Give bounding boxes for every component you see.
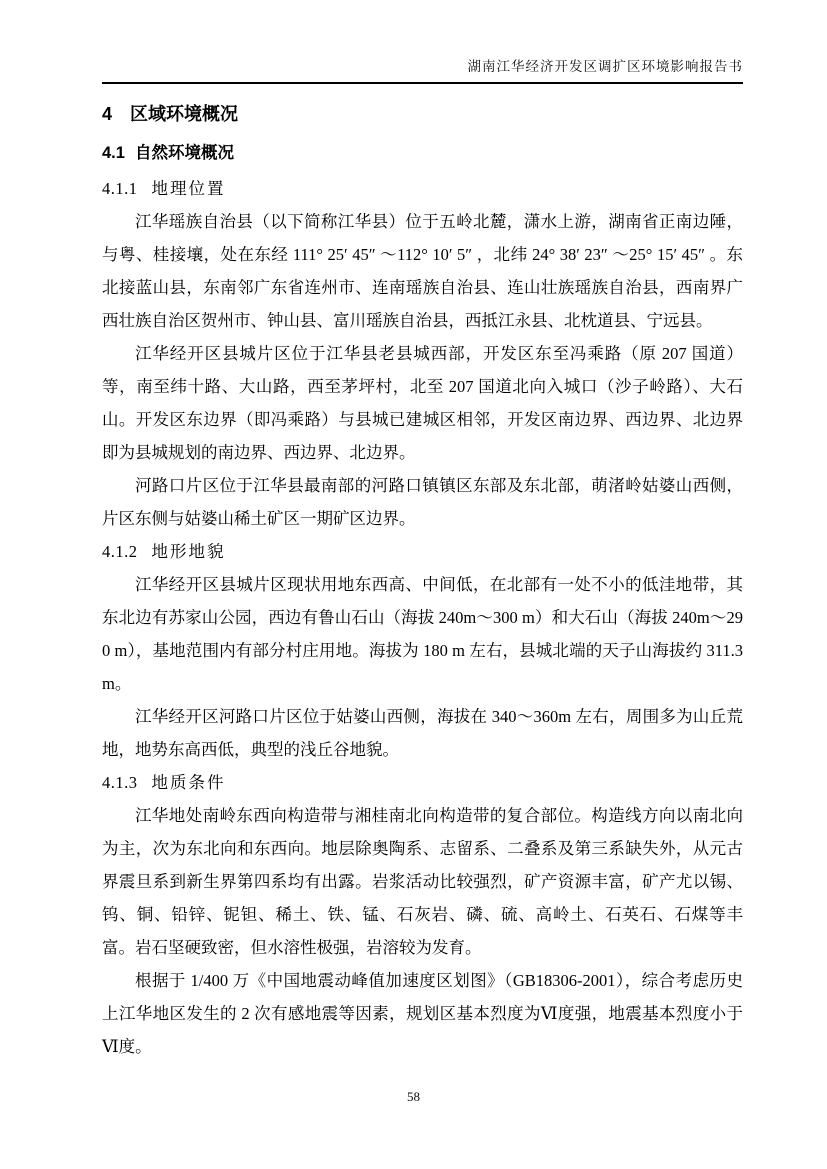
subsection-heading-413	[102, 766, 743, 799]
page-footer	[0, 1089, 827, 1105]
subsection-title: 地质条件	[151, 773, 226, 792]
section-number: 4.1	[102, 144, 125, 162]
chapter-title: 区域环境概况	[130, 104, 239, 124]
chapter-number: 4	[102, 104, 113, 124]
page-number: 58	[407, 1089, 420, 1104]
chapter-heading	[102, 101, 743, 127]
paragraph: 江华经开区河路口片区位于姑婆山西侧，海拔在 340～360m 左右，周围多为山丘荒地，地势东高西低，典型的浅丘谷地貌。	[102, 707, 743, 759]
section-title: 自然环境概况	[134, 144, 234, 162]
header-rule	[102, 82, 743, 84]
paragraph: 江华瑶族自治县（以下简称江华县）位于五岭北麓，潇水上游，湖南省正南边陲，与粤、桂接壤，处在东经 111° 25′ 45″ ～112° 10′ 5″ ，北纬 24° 38′ 23″ ～25° 15′ 45″ 。东北接蓝山县，东南邻广东省连州市、连南瑶族自治县、连山壮族瑶族自治县，西南界广西壮族自治区贺州市、钟山县、富川瑶族自治县，西抵江永县、北枕道县、宁远县。	[102, 212, 743, 330]
page-header	[102, 0, 743, 82]
subsection-heading-411	[102, 172, 743, 205]
paragraph: 江华地处南岭东西向构造带与湘桂南北向构造带的复合部位。构造线方向以南北向为主，次为东北向和东西向。地层除奥陶系、志留系、二叠系及第三系缺失外，从元古界震旦系到新生界第四系均有出露。岩浆活动比较强烈，矿产资源丰富，矿产尤以锡、钨、铜、铅锌、铌钽、稀土、铁、锰、石灰岩、磷、硫、高岭土、石英石、石煤等丰富。岩石坚硬致密，但水溶性极强，岩溶较为发育。	[102, 806, 743, 957]
paragraph: 江华经开区县城片区位于江华县老县城西部，开发区东至冯乘路（原 207 国道）等，南至纬十路、大山路，西至茅坪村，北至 207 国道北向入城口（沙子岭路）、大石山。开发区东边界（即冯乘路）与县城已建城区相邻，开发区南边界、西边界、北边界即为县城规划的南边界、西边界、北边界。	[102, 344, 743, 462]
header-title: 湖南江华经济开发区调扩区环境影响报告书	[467, 59, 743, 74]
subsection-number: 4.1.3	[102, 773, 138, 792]
subsection-number: 4.1.1	[102, 179, 138, 198]
subsection-heading-412	[102, 535, 743, 568]
paragraph: 河路口片区位于江华县最南部的河路口镇镇区东部及东北部，萌渚岭姑婆山西侧，片区东侧与姑婆山稀土矿区一期矿区边界。	[102, 476, 743, 528]
paragraph: 江华经开区县城片区现状用地东西高、中间低，在北部有一处不小的低洼地带，其东北边有苏家山公园，西边有鲁山石山（海拔 240m～300 m）和大石山（海拔 240m～290 m），基地范围内有部分村庄用地。海拔为 180 m 左右，县城北端的天子山海拔约 311.3 m。	[102, 575, 743, 693]
section-heading	[102, 139, 743, 167]
subsection-title: 地理位置	[151, 179, 226, 198]
subsection-title: 地形地貌	[151, 542, 226, 561]
subsection-number: 4.1.2	[102, 542, 138, 561]
paragraph: 根据于 1/400 万《中国地震动峰值加速度区划图》（GB18306-2001），综合考虑历史上江华地区发生的 2 次有感地震等因素，规划区基本烈度为Ⅵ度强，地震基本烈度小于Ⅵ度。	[102, 971, 743, 1056]
